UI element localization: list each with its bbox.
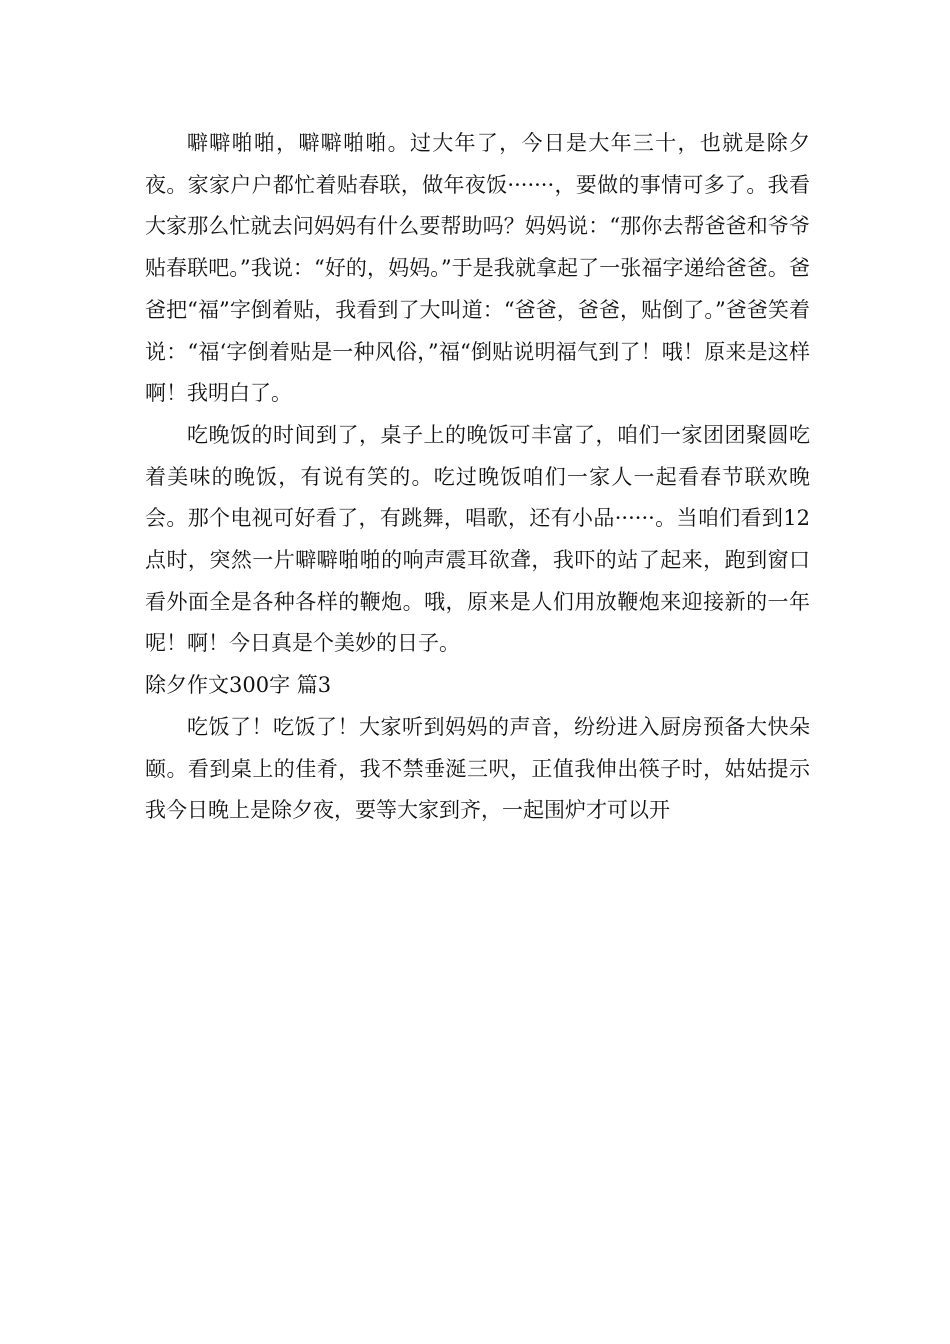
- paragraph-3: 吃饭了！吃饭了！大家听到妈妈的声音，纷纷进入厨房预备大快朵颐。看到桌上的佳肴，我不禁垂涎三呎，正值我伸出筷子时，姑姑提示我今日晚上是除夕夜，要等大家到齐，一起围炉才可以开: [145, 714, 810, 823]
- document-page: [145, 123, 810, 832]
- paragraph-2: 吃晚饭的时间到了，桌子上的晚饭可丰富了，咱们一家团团聚圆吃着美味的晚饭，有说有笑的。吃过晚饭咱们一家人一起看春节联欢晚会。那个电视可好看了，有跳舞，唱歌，还有小品······。当咱们看到12点时，突然一片噼噼啪啪的响声震耳欲聋，我吓的站了起来，跑到窗口看外面全是各种各样的鞭炮。哦，原来是人们用放鞭炮来迎接新的一年呢！啊！今日真是个美妙的日子。: [145, 422, 810, 656]
- paragraph-1: 噼噼啪啪，噼噼啪啪。过大年了，今日是大年三十，也就是除夕夜。家家户户都忙着贴春联，做年夜饭·······，要做的事情可多了。我看大家那么忙就去问妈妈有什么要帮助吗？妈妈说：“那你去帮爸爸和爷爷贴春联吧。”我说：“好的，妈妈。”于是我就拿起了一张福字递给爸爸。爸爸把“福”字倒着贴，我看到了大叫道：“爸爸，爸爸，贴倒了。”爸爸笑着说：“福‘字倒着贴是一种风俗，”福“倒贴说明福气到了！哦！原来是这样啊！我明白了。: [145, 131, 810, 406]
- section-heading: 除夕作文300字 篇3: [145, 673, 332, 698]
